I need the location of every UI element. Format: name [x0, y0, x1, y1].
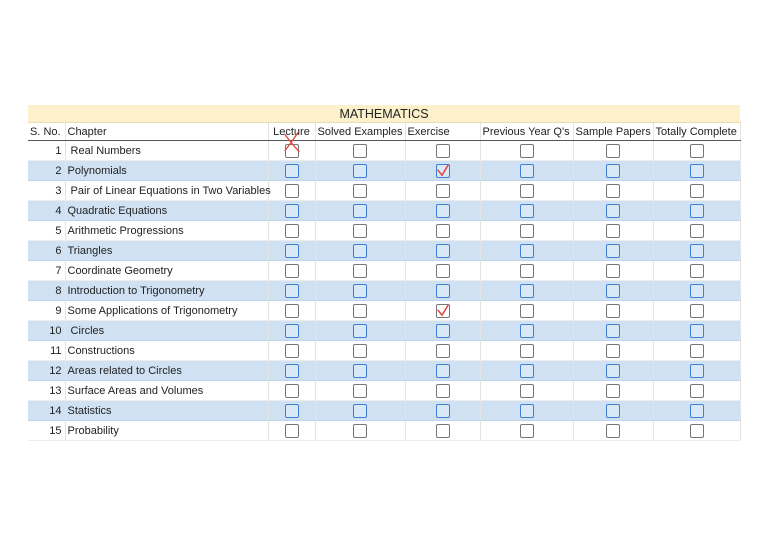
complete-checkbox[interactable] [690, 164, 704, 178]
lecture-checkbox[interactable] [285, 144, 299, 158]
sample-checkbox[interactable] [606, 324, 620, 338]
table-row [28, 201, 740, 221]
lecture-checkbox[interactable] [285, 224, 299, 238]
solved-checkbox[interactable] [353, 224, 367, 238]
complete-checkbox[interactable] [690, 184, 704, 198]
lecture-checkbox[interactable] [285, 204, 299, 218]
cell-complete [653, 221, 740, 241]
sample-checkbox[interactable] [606, 304, 620, 318]
cell-sample [573, 241, 653, 261]
lecture-checkbox[interactable] [285, 384, 299, 398]
cell-lecture [268, 361, 315, 381]
cell-complete [653, 361, 740, 381]
pyq-checkbox[interactable] [520, 224, 534, 238]
cell-sample [573, 401, 653, 421]
cell-complete [653, 201, 740, 221]
cell-complete [653, 401, 740, 421]
exercise-checkbox[interactable] [436, 304, 450, 318]
pyq-checkbox[interactable] [520, 204, 534, 218]
cell-solved [315, 281, 405, 301]
cell-exercise [405, 261, 480, 281]
cell-complete [653, 341, 740, 361]
cell-lecture [268, 321, 315, 341]
cell-sample [573, 421, 653, 441]
pyq-checkbox[interactable] [520, 424, 534, 438]
cell-lecture [268, 221, 315, 241]
cell-pyq [480, 141, 573, 161]
chapter-name: Pair of Linear Equations in Two Variables [65, 181, 268, 201]
solved-checkbox[interactable] [353, 264, 367, 278]
chapter-name: Statistics [65, 401, 268, 421]
pyq-checkbox[interactable] [520, 164, 534, 178]
check-mark-icon [435, 302, 451, 318]
header-exercise: Exercise [405, 123, 480, 141]
pyq-checkbox[interactable] [520, 144, 534, 158]
exercise-checkbox[interactable] [436, 184, 450, 198]
cell-complete [653, 261, 740, 281]
pyq-checkbox[interactable] [520, 304, 534, 318]
pyq-checkbox[interactable] [520, 344, 534, 358]
chapter-name: Arithmetic Progressions [65, 221, 268, 241]
exercise-checkbox[interactable] [436, 164, 450, 178]
exercise-checkbox[interactable] [436, 364, 450, 378]
chapter-name: Polynomials [65, 161, 268, 181]
exercise-checkbox[interactable] [436, 384, 450, 398]
table-row [28, 161, 740, 181]
cell-exercise [405, 141, 480, 161]
chapter-name: Quadratic Equations [65, 201, 268, 221]
cell-exercise [405, 361, 480, 381]
serial-number: 5 [28, 221, 65, 241]
serial-number: 14 [28, 401, 65, 421]
exercise-checkbox[interactable] [436, 144, 450, 158]
cell-solved [315, 381, 405, 401]
complete-checkbox[interactable] [690, 324, 704, 338]
pyq-checkbox[interactable] [520, 244, 534, 258]
exercise-checkbox[interactable] [436, 284, 450, 298]
cell-solved [315, 361, 405, 381]
cell-complete [653, 321, 740, 341]
cell-lecture [268, 281, 315, 301]
cell-pyq [480, 341, 573, 361]
serial-number: 13 [28, 381, 65, 401]
cell-sample [573, 181, 653, 201]
cell-sample [573, 341, 653, 361]
cell-lecture [268, 181, 315, 201]
check-mark-icon [435, 162, 451, 178]
serial-number: 9 [28, 301, 65, 321]
cell-exercise [405, 421, 480, 441]
cell-lecture [268, 421, 315, 441]
sample-checkbox[interactable] [606, 204, 620, 218]
cell-pyq [480, 261, 573, 281]
sample-checkbox[interactable] [606, 224, 620, 238]
table-row [28, 321, 740, 341]
sample-checkbox[interactable] [606, 384, 620, 398]
cell-solved [315, 401, 405, 421]
serial-number: 11 [28, 341, 65, 361]
complete-checkbox[interactable] [690, 404, 704, 418]
cell-exercise [405, 281, 480, 301]
sheet-title: MATHEMATICS [28, 105, 740, 123]
cell-solved [315, 161, 405, 181]
table-row [28, 181, 740, 201]
cell-pyq [480, 221, 573, 241]
table-row [28, 381, 740, 401]
lecture-checkbox[interactable] [285, 424, 299, 438]
cell-solved [315, 221, 405, 241]
exercise-checkbox[interactable] [436, 204, 450, 218]
cell-complete [653, 141, 740, 161]
chapter-name: Surface Areas and Volumes [65, 381, 268, 401]
cell-sample [573, 201, 653, 221]
lecture-checkbox[interactable] [285, 344, 299, 358]
cell-solved [315, 321, 405, 341]
cell-pyq [480, 281, 573, 301]
cell-solved [315, 141, 405, 161]
cell-complete [653, 181, 740, 201]
table-row [28, 361, 740, 381]
cell-exercise [405, 401, 480, 421]
complete-checkbox[interactable] [690, 304, 704, 318]
solved-checkbox[interactable] [353, 284, 367, 298]
cell-complete [653, 381, 740, 401]
pyq-checkbox[interactable] [520, 364, 534, 378]
exercise-checkbox[interactable] [436, 424, 450, 438]
serial-number: 15 [28, 421, 65, 441]
lecture-checkbox[interactable] [285, 364, 299, 378]
cell-complete [653, 281, 740, 301]
sample-checkbox[interactable] [606, 164, 620, 178]
chapter-name: Triangles [65, 241, 268, 261]
cell-pyq [480, 161, 573, 181]
exercise-checkbox[interactable] [436, 264, 450, 278]
cell-sample [573, 321, 653, 341]
serial-number: 2 [28, 161, 65, 181]
header-previous-year: Previous Year Q's [480, 123, 573, 141]
solved-checkbox[interactable] [353, 324, 367, 338]
exercise-checkbox[interactable] [436, 244, 450, 258]
table-row [28, 301, 740, 321]
solved-checkbox[interactable] [353, 424, 367, 438]
cell-exercise [405, 201, 480, 221]
cell-complete [653, 301, 740, 321]
cell-lecture [268, 381, 315, 401]
complete-checkbox[interactable] [690, 344, 704, 358]
chapter-name: Some Applications of Trigonometry [65, 301, 268, 321]
sample-checkbox[interactable] [606, 344, 620, 358]
serial-number: 7 [28, 261, 65, 281]
pyq-checkbox[interactable] [520, 384, 534, 398]
complete-checkbox[interactable] [690, 244, 704, 258]
sample-checkbox[interactable] [606, 264, 620, 278]
cell-lecture [268, 341, 315, 361]
cell-sample [573, 381, 653, 401]
lecture-checkbox[interactable] [285, 184, 299, 198]
title-row [28, 105, 740, 123]
complete-checkbox[interactable] [690, 284, 704, 298]
cell-exercise [405, 161, 480, 181]
chapter-name: Introduction to Trigonometry [65, 281, 268, 301]
cell-exercise [405, 221, 480, 241]
lecture-checkbox[interactable] [285, 304, 299, 318]
cell-lecture [268, 141, 315, 161]
pyq-checkbox[interactable] [520, 264, 534, 278]
cell-complete [653, 241, 740, 261]
sample-checkbox[interactable] [606, 364, 620, 378]
sample-checkbox[interactable] [606, 144, 620, 158]
cell-sample [573, 221, 653, 241]
sample-checkbox[interactable] [606, 404, 620, 418]
cell-pyq [480, 421, 573, 441]
cell-solved [315, 261, 405, 281]
sample-checkbox[interactable] [606, 424, 620, 438]
serial-number: 3 [28, 181, 65, 201]
chapter-name: Areas related to Circles [65, 361, 268, 381]
cell-lecture [268, 241, 315, 261]
header-sample-papers: Sample Papers [573, 123, 653, 141]
cell-pyq [480, 181, 573, 201]
table-row [28, 261, 740, 281]
cell-lecture [268, 261, 315, 281]
serial-number: 6 [28, 241, 65, 261]
table-row [28, 341, 740, 361]
lecture-checkbox[interactable] [285, 284, 299, 298]
lecture-checkbox[interactable] [285, 324, 299, 338]
pyq-checkbox[interactable] [520, 184, 534, 198]
solved-checkbox[interactable] [353, 144, 367, 158]
cell-exercise [405, 301, 480, 321]
serial-number: 12 [28, 361, 65, 381]
header-sno: S. No. [28, 123, 65, 141]
cell-pyq [480, 201, 573, 221]
cell-sample [573, 161, 653, 181]
solved-checkbox[interactable] [353, 344, 367, 358]
cell-sample [573, 361, 653, 381]
cell-complete [653, 161, 740, 181]
header-solved-examples: Solved Examples [315, 123, 405, 141]
cell-pyq [480, 361, 573, 381]
lecture-checkbox[interactable] [285, 244, 299, 258]
header-lecture: Lecture [268, 123, 315, 141]
serial-number: 1 [28, 141, 65, 161]
table-row [28, 221, 740, 241]
cell-exercise [405, 241, 480, 261]
cell-sample [573, 261, 653, 281]
cell-exercise [405, 181, 480, 201]
cell-solved [315, 341, 405, 361]
chapter-name: Constructions [65, 341, 268, 361]
table-row [28, 241, 740, 261]
pyq-checkbox[interactable] [520, 404, 534, 418]
table-row [28, 281, 740, 301]
sample-checkbox[interactable] [606, 184, 620, 198]
cell-lecture [268, 401, 315, 421]
lecture-checkbox[interactable] [285, 164, 299, 178]
cell-pyq [480, 301, 573, 321]
cell-sample [573, 301, 653, 321]
cell-solved [315, 181, 405, 201]
header-totally-complete: Totally Complete [653, 123, 740, 141]
cell-lecture [268, 161, 315, 181]
chapter-name: Probability [65, 421, 268, 441]
complete-checkbox[interactable] [690, 364, 704, 378]
solved-checkbox[interactable] [353, 384, 367, 398]
complete-checkbox[interactable] [690, 424, 704, 438]
solved-checkbox[interactable] [353, 364, 367, 378]
complete-checkbox[interactable] [690, 144, 704, 158]
solved-checkbox[interactable] [353, 304, 367, 318]
cell-lecture [268, 301, 315, 321]
chapter-name: Real Numbers [65, 141, 268, 161]
cell-complete [653, 421, 740, 441]
header-row [28, 123, 740, 141]
cell-sample [573, 141, 653, 161]
cell-pyq [480, 241, 573, 261]
exercise-checkbox[interactable] [436, 324, 450, 338]
table-row [28, 401, 740, 421]
serial-number: 4 [28, 201, 65, 221]
table-row [28, 141, 740, 161]
sample-checkbox[interactable] [606, 244, 620, 258]
complete-checkbox[interactable] [690, 384, 704, 398]
cell-solved [315, 241, 405, 261]
solved-checkbox[interactable] [353, 164, 367, 178]
cell-solved [315, 421, 405, 441]
complete-checkbox[interactable] [690, 224, 704, 238]
cell-pyq [480, 381, 573, 401]
serial-number: 8 [28, 281, 65, 301]
complete-checkbox[interactable] [690, 204, 704, 218]
chapter-checklist-table [28, 105, 741, 441]
cell-exercise [405, 321, 480, 341]
exercise-checkbox[interactable] [436, 404, 450, 418]
complete-checkbox[interactable] [690, 264, 704, 278]
cell-exercise [405, 341, 480, 361]
cell-solved [315, 301, 405, 321]
exercise-checkbox[interactable] [436, 344, 450, 358]
solved-checkbox[interactable] [353, 244, 367, 258]
table-row [28, 421, 740, 441]
sample-checkbox[interactable] [606, 284, 620, 298]
cell-solved [315, 201, 405, 221]
solved-checkbox[interactable] [353, 184, 367, 198]
solved-checkbox[interactable] [353, 204, 367, 218]
cell-exercise [405, 381, 480, 401]
pyq-checkbox[interactable] [520, 324, 534, 338]
exercise-checkbox[interactable] [436, 224, 450, 238]
pyq-checkbox[interactable] [520, 284, 534, 298]
cell-pyq [480, 321, 573, 341]
lecture-checkbox[interactable] [285, 404, 299, 418]
header-chapter: Chapter [65, 123, 268, 141]
solved-checkbox[interactable] [353, 404, 367, 418]
cell-pyq [480, 401, 573, 421]
chapter-name: Coordinate Geometry [65, 261, 268, 281]
cell-lecture [268, 201, 315, 221]
lecture-checkbox[interactable] [285, 264, 299, 278]
serial-number: 10 [28, 321, 65, 341]
chapter-name: Circles [65, 321, 268, 341]
cell-sample [573, 281, 653, 301]
